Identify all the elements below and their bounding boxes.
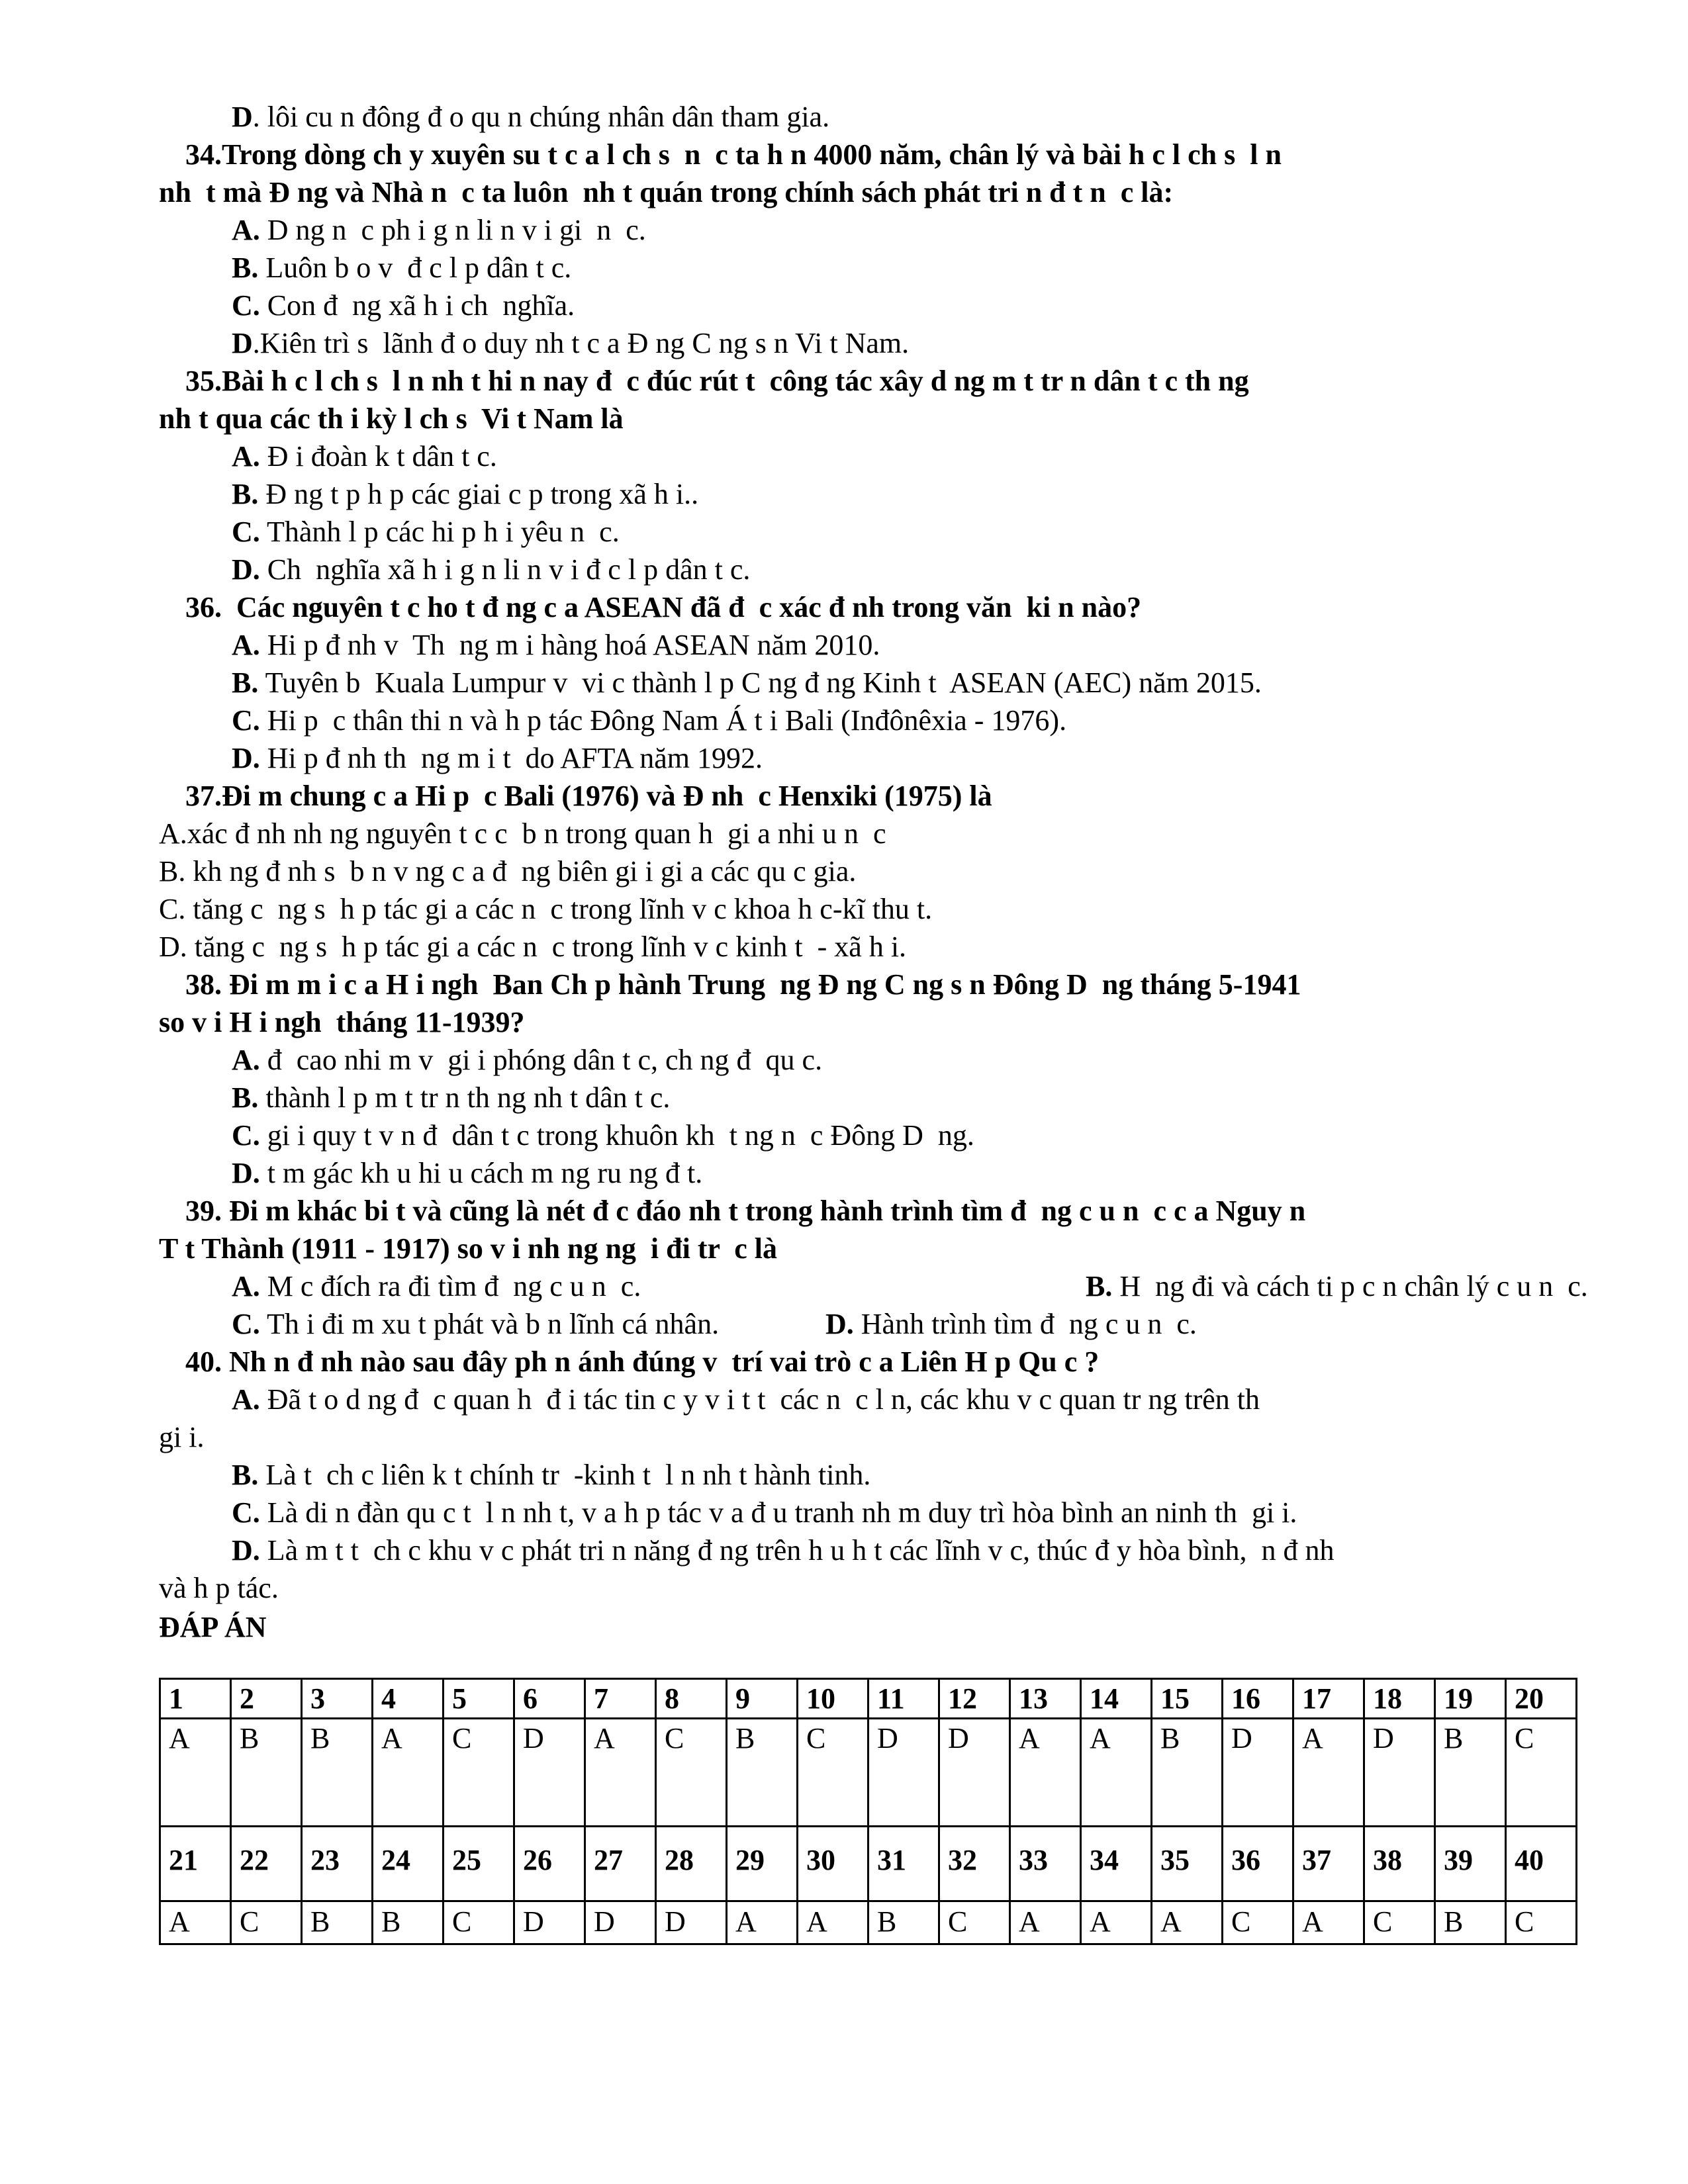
answer-number-cell: 6 xyxy=(514,1679,585,1719)
answer-letter-cell: C xyxy=(231,1901,302,1944)
q35-option-c xyxy=(159,513,1582,551)
q34-option-d xyxy=(159,324,1582,362)
option-text: Tuyên b Kuala Lumpur v vi c thành l p C ng đ ng Kinh t ASEAN (AEC) năm 2015. xyxy=(258,666,1262,699)
answer-number-cell: 18 xyxy=(1364,1679,1435,1719)
q37-option-b: B. kh ng đ nh s b n v ng c a đ ng biên gi i gi a các qu c gia. xyxy=(159,855,857,887)
answer-letter-cell: A xyxy=(160,1901,231,1944)
q36-option-d xyxy=(159,739,1582,777)
answer-number-cell: 38 xyxy=(1364,1827,1435,1901)
answer-number-cell: 17 xyxy=(1293,1679,1364,1719)
q38-option-d xyxy=(159,1154,1582,1192)
answer-key-table xyxy=(159,1678,1577,1945)
q39-options-row-1 xyxy=(159,1267,1588,1305)
answer-letter-cell: B xyxy=(373,1901,444,1944)
answer-letter-cell: A xyxy=(1152,1901,1223,1944)
option-label: B. xyxy=(232,1081,259,1114)
answer-letter-cell: D xyxy=(585,1901,656,1944)
q33-option-d xyxy=(159,98,1582,136)
q36-option-a xyxy=(159,626,1582,664)
q40-option-b xyxy=(159,1456,1582,1494)
answer-letter-cell: C xyxy=(1506,1719,1577,1827)
option-text: Thành l p các hi p h i yêu n c. xyxy=(259,516,620,548)
q39-option-b xyxy=(1086,1267,1588,1305)
q39-option-a xyxy=(232,1267,641,1305)
answer-number-cell: 12 xyxy=(939,1679,1010,1719)
q38-option-a xyxy=(159,1041,1582,1079)
answer-letter-cell: D xyxy=(939,1719,1010,1827)
q35-title: 35.Bài h c l ch s l n nh t hi n nay đ c đúc rút t công tác xây d ng m t tr n dân t c th ng xyxy=(185,365,1249,397)
option-text: Đ i đoàn k t dân t c. xyxy=(259,440,497,473)
answer-letter-cell: B xyxy=(1435,1901,1506,1944)
q36-title: 36. Các nguyên t c ho t đ ng c a ASEAN đã đ c xác đ nh trong văn ki n nào? xyxy=(185,591,1142,623)
answer-number-cell: 7 xyxy=(585,1679,656,1719)
answer-number-cell: 33 xyxy=(1010,1827,1081,1901)
answer-letter-cell: C xyxy=(656,1719,727,1827)
q38-option-c xyxy=(159,1116,1582,1154)
answer-number-cell: 31 xyxy=(868,1827,939,1901)
answer-number-cell: 40 xyxy=(1506,1827,1577,1901)
q34-title-cont: nh t mà Đ ng và Nhà n c ta luôn nh t quán trong chính sách phát tri n đ t n c là: xyxy=(159,176,1174,208)
option-text: . lôi cu n đông đ o qu n chúng nhân dân tham gia. xyxy=(252,101,830,133)
option-label: D. xyxy=(232,742,260,774)
answer-letter-cell: C xyxy=(1364,1901,1435,1944)
q34-title: 34.Trong dòng ch y xuyên su t c a l ch s n c ta h n 4000 năm, chân lý và bài h c l ch s l n xyxy=(185,138,1282,171)
answer-numbers-row-2 xyxy=(160,1827,1577,1901)
option-text: thành l p m t tr n th ng nh t dân t c. xyxy=(258,1081,671,1114)
option-text: Là di n đàn qu c t l n nh t, v a h p tác v a đ u tranh nh m duy trì hòa bình an ninh th gi i. xyxy=(259,1496,1297,1529)
option-text: đ cao nhi m v gi i phóng dân t c, ch ng đ qu c. xyxy=(259,1044,823,1076)
answer-number-cell: 10 xyxy=(798,1679,868,1719)
answer-letter-cell: B xyxy=(1435,1719,1506,1827)
answer-letter-cell: A xyxy=(798,1901,868,1944)
answer-letter-cell: A xyxy=(1081,1901,1152,1944)
answer-letter-cell: A xyxy=(373,1719,444,1827)
answer-number-cell: 32 xyxy=(939,1827,1010,1901)
q40-option-a xyxy=(159,1381,1582,1418)
q36-option-b xyxy=(159,664,1582,702)
option-label: D. xyxy=(232,553,260,586)
q37-option-c: C. tăng c ng s h p tác gi a các n c trong lĩnh v c khoa h c-kĩ thu t. xyxy=(159,893,933,925)
q39-option-c xyxy=(232,1305,719,1343)
answer-letter-cell: B xyxy=(302,1901,373,1944)
option-text: Con đ ng xã h i ch nghĩa. xyxy=(259,289,575,322)
q38-title: 38. Đi m m i c a H i ngh Ban Ch p hành Trung ng Đ ng C ng s n Đông D ng tháng 5-1941 xyxy=(185,968,1301,1001)
option-label: C. xyxy=(232,516,260,548)
q35-option-a xyxy=(159,437,1582,475)
answer-letter-cell: B xyxy=(727,1719,798,1827)
answer-number-cell: 14 xyxy=(1081,1679,1152,1719)
answer-letter-cell: C xyxy=(939,1901,1010,1944)
answer-letter-cell: C xyxy=(798,1719,868,1827)
q37-title: 37.Đi m chung c a Hi p c Bali (1976) và Đ nh c Henxiki (1975) là xyxy=(185,780,992,812)
option-label: A. xyxy=(232,1270,260,1302)
option-label: C. xyxy=(232,1496,260,1529)
answer-letters-row-1 xyxy=(160,1719,1577,1827)
answer-number-cell: 11 xyxy=(868,1679,939,1719)
q40-option-d xyxy=(159,1531,1582,1569)
answer-letter-cell: A xyxy=(1293,1901,1364,1944)
option-label: A. xyxy=(232,214,260,246)
answer-number-cell: 1 xyxy=(160,1679,231,1719)
option-label: A. xyxy=(232,1383,260,1416)
answer-letter-cell: B xyxy=(231,1719,302,1827)
answer-letter-cell: D xyxy=(1223,1719,1293,1827)
option-text: Hi p đ nh v Th ng m i hàng hoá ASEAN năm 2010. xyxy=(259,629,880,661)
option-label: A. xyxy=(232,1044,260,1076)
q40-title: 40. Nh n đ nh nào sau đây ph n ánh đúng v trí vai trò c a Liên H p Qu c ? xyxy=(185,1345,1100,1378)
answer-letter-cell: A xyxy=(1081,1719,1152,1827)
answer-number-cell: 23 xyxy=(302,1827,373,1901)
answer-number-cell: 13 xyxy=(1010,1679,1081,1719)
option-label: D xyxy=(232,101,253,133)
answer-letter-cell: B xyxy=(868,1901,939,1944)
q35-option-b xyxy=(159,475,1582,513)
answer-letter-cell: A xyxy=(1010,1719,1081,1827)
answer-number-cell: 9 xyxy=(727,1679,798,1719)
option-label: B. xyxy=(232,478,259,510)
option-label: B. xyxy=(232,1459,259,1491)
answer-letter-cell: C xyxy=(444,1719,514,1827)
q37-option-a: A.xác đ nh nh ng nguyên t c c b n trong quan h gi a nhi u n c xyxy=(159,817,886,850)
answer-letter-cell: A xyxy=(1293,1719,1364,1827)
answer-letter-cell: A xyxy=(585,1719,656,1827)
option-label: B. xyxy=(232,666,259,699)
answer-letter-cell: A xyxy=(160,1719,231,1827)
answer-number-cell: 36 xyxy=(1223,1827,1293,1901)
answer-numbers-row-1 xyxy=(160,1679,1577,1719)
q38-option-b xyxy=(159,1079,1582,1116)
q39-option-d xyxy=(825,1305,1197,1343)
answer-number-cell: 37 xyxy=(1293,1827,1364,1901)
option-label: B. xyxy=(1086,1270,1113,1302)
answer-letter-cell: B xyxy=(1152,1719,1223,1827)
q40-option-c xyxy=(159,1494,1582,1531)
q39-title-cont: T t Thành (1911 - 1917) so v i nh ng ng i đi tr c là xyxy=(159,1232,777,1265)
q39-title: 39. Đi m khác bi t và cũng là nét đ c đáo nh t trong hành trình tìm đ ng c u n c c a Nguy n xyxy=(185,1195,1306,1227)
q36-option-c xyxy=(159,702,1582,739)
answer-number-cell: 15 xyxy=(1152,1679,1223,1719)
option-text: H ng đi và cách ti p c n chân lý c u n c. xyxy=(1112,1270,1588,1302)
option-text: Là m t t ch c khu v c phát tri n năng đ ng trên h u h t các lĩnh v c, thúc đ y hòa bình, n đ nh xyxy=(259,1534,1335,1567)
q38-title-cont: so v i H i ngh tháng 11-1939? xyxy=(159,1006,525,1038)
option-text: gi i quy t v n đ dân t c trong khuôn kh t ng n c Đông D ng. xyxy=(259,1119,974,1152)
option-label: D. xyxy=(232,1534,260,1567)
answer-letter-cell: A xyxy=(1010,1901,1081,1944)
answer-letter-cell: D xyxy=(514,1901,585,1944)
q35-option-d xyxy=(159,551,1582,588)
answer-letter-cell: C xyxy=(444,1901,514,1944)
answer-letters-row-2 xyxy=(160,1901,1577,1944)
answer-number-cell: 8 xyxy=(656,1679,727,1719)
answer-letter-cell: A xyxy=(727,1901,798,1944)
option-label: A. xyxy=(232,440,260,473)
answer-number-cell: 5 xyxy=(444,1679,514,1719)
option-text: Hi p c thân thi n và h p tác Đông Nam Á t i Bali (Inđônêxia - 1976). xyxy=(259,704,1067,737)
q39-options-row-2 xyxy=(159,1305,1582,1343)
answer-number-cell: 22 xyxy=(231,1827,302,1901)
option-label: D. xyxy=(232,1157,260,1189)
answer-number-cell: 29 xyxy=(727,1827,798,1901)
answer-number-cell: 3 xyxy=(302,1679,373,1719)
answer-number-cell: 21 xyxy=(160,1827,231,1901)
option-label: C. xyxy=(232,1119,260,1152)
q34-option-a xyxy=(159,211,1582,249)
answer-number-cell: 27 xyxy=(585,1827,656,1901)
answer-number-cell: 30 xyxy=(798,1827,868,1901)
q37-option-d: D. tăng c ng s h p tác gi a các n c trong lĩnh v c kinh t - xã h i. xyxy=(159,931,907,963)
option-text: Hi p đ nh th ng m i t do AFTA năm 1992. xyxy=(259,742,763,774)
option-text: Luôn b o v đ c l p dân t c. xyxy=(258,251,572,284)
answer-number-cell: 16 xyxy=(1223,1679,1293,1719)
option-text: M c đích ra đi tìm đ ng c u n c. xyxy=(259,1270,641,1302)
option-label: A. xyxy=(232,629,260,661)
answer-number-cell: 20 xyxy=(1506,1679,1577,1719)
option-text: t m gác kh u hi u cách m ng ru ng đ t. xyxy=(259,1157,703,1189)
answer-letter-cell: D xyxy=(1364,1719,1435,1827)
answer-number-cell: 35 xyxy=(1152,1827,1223,1901)
option-text: .Kiên trì s lãnh đ o duy nh t c a Đ ng C ng s n Vi t Nam. xyxy=(252,327,910,359)
answer-number-cell: 26 xyxy=(514,1827,585,1901)
option-text: D ng n c ph i g n li n v i gi n c. xyxy=(259,214,646,246)
answer-number-cell: 2 xyxy=(231,1679,302,1719)
option-text: Đ ng t p h p các giai c p trong xã h i.. xyxy=(258,478,699,510)
q40-option-d-cont: và h p tác. xyxy=(159,1572,279,1604)
question-content xyxy=(159,98,1588,1646)
answer-letter-cell: C xyxy=(1506,1901,1577,1944)
option-label: C. xyxy=(232,704,260,737)
option-text: Đã t o d ng đ c quan h đ i tác tin c y v i t t các n c l n, các khu v c quan tr ng trên th xyxy=(259,1383,1260,1416)
answer-number-cell: 24 xyxy=(373,1827,444,1901)
answer-letter-cell: D xyxy=(656,1901,727,1944)
option-label: D xyxy=(232,327,253,359)
q40-option-a-cont: gi i. xyxy=(159,1421,205,1453)
answer-number-cell: 25 xyxy=(444,1827,514,1901)
q34-option-b xyxy=(159,249,1582,287)
answer-number-cell: 28 xyxy=(656,1827,727,1901)
option-text: Là t ch c liên k t chính tr -kinh t l n nh t hành tinh. xyxy=(258,1459,871,1491)
answer-letter-cell: D xyxy=(868,1719,939,1827)
option-label: C. xyxy=(232,1308,260,1340)
answer-number-cell: 19 xyxy=(1435,1679,1506,1719)
answer-number-cell: 4 xyxy=(373,1679,444,1719)
answer-letter-cell: D xyxy=(514,1719,585,1827)
option-label: D. xyxy=(825,1308,854,1340)
option-text: Th i đi m xu t phát và b n lĩnh cá nhân. xyxy=(259,1308,720,1340)
option-label: C. xyxy=(232,289,260,322)
answer-key-title: ĐÁP ÁN xyxy=(159,1611,267,1643)
q34-option-c xyxy=(159,287,1582,324)
answer-letter-cell: C xyxy=(1223,1901,1293,1944)
answer-number-cell: 34 xyxy=(1081,1827,1152,1901)
answer-letter-cell: B xyxy=(302,1719,373,1827)
option-label: B. xyxy=(232,251,259,284)
option-text: Ch nghĩa xã h i g n li n v i đ c l p dân t c. xyxy=(259,553,751,586)
answer-number-cell: 39 xyxy=(1435,1827,1506,1901)
option-text: Hành trình tìm đ ng c u n c. xyxy=(853,1308,1197,1340)
q35-title-cont: nh t qua các th i kỳ l ch s Vi t Nam là xyxy=(159,402,624,435)
